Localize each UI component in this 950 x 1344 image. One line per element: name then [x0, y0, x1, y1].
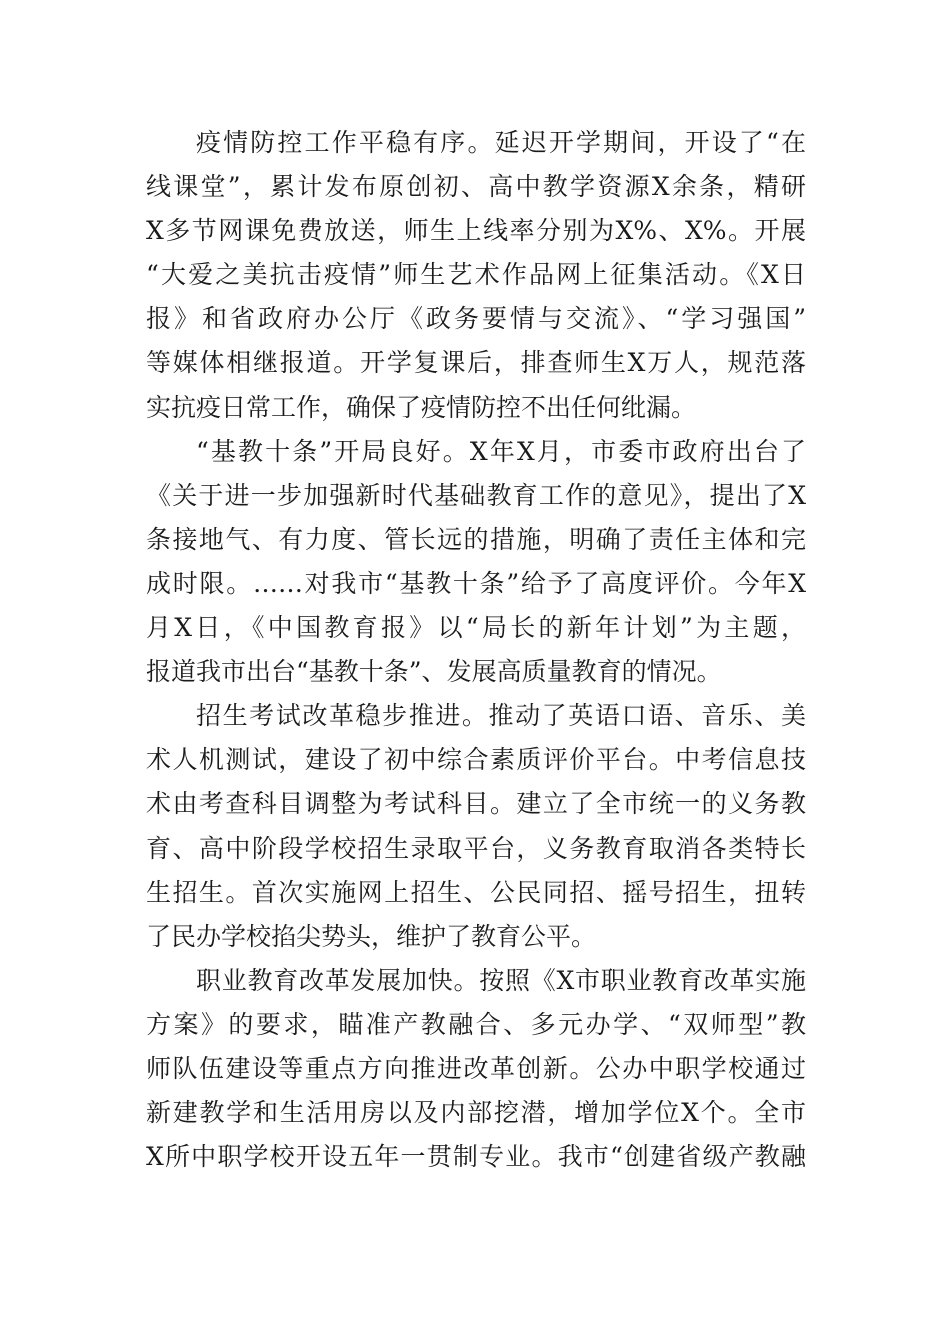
text-line: 线课堂”，累计发布原创初、高中教学资源X余条，精研 — [146, 172, 806, 202]
text-line: 方案》的要求，瞄准产教融合、多元办学、“双师型”教 — [146, 1009, 806, 1039]
text-line: 生招生。首次实施网上招生、公民同招、摇号招生，扭转 — [146, 877, 806, 907]
text-line: 招生考试改革稳步推进。推动了英语口语、音乐、美 — [196, 701, 806, 731]
body-text — [146, 121, 806, 1179]
paragraph-enrollment-reform — [146, 694, 806, 959]
text-line: 实抗疫日常工作，确保了疫情防控不出任何纰漏。 — [146, 392, 697, 422]
text-line: 新建教学和生活用房以及内部挖潜，增加学位X个。全市 — [146, 1098, 806, 1128]
text-line: “基教十条”开局良好。X年X月，市委市政府出台了 — [196, 436, 806, 466]
text-line: X多节网课免费放送，师生上线率分别为X%、X%。开展 — [146, 216, 806, 246]
text-line: 等媒体相继报道。开学复课后，排查师生X万人，规范落 — [146, 348, 806, 378]
text-line: 成时限。……对我市“基教十条”给予了高度评价。今年X — [146, 568, 806, 598]
paragraph-vocational-education — [146, 959, 806, 1179]
text-line: 月X日，《中国教育报》以“局长的新年计划”为主题， — [146, 613, 806, 643]
paragraph-basic-education-ten — [146, 430, 806, 695]
text-line: 术由考查科目调整为考试科目。建立了全市统一的义务教 — [146, 789, 806, 819]
text-line: 条接地气、有力度、管长远的措施，明确了责任主体和完 — [146, 524, 806, 554]
text-line: 疫情防控工作平稳有序。延迟开学期间，开设了“在 — [196, 128, 806, 157]
text-line: X所中职学校开设五年一贯制专业。我市“创建省级产教融 — [146, 1142, 806, 1172]
text-line: 职业教育改革发展加快。按照《X市职业教育改革实施 — [196, 965, 806, 995]
text-line: 师队伍建设等重点方向推进改革创新。公办中职学校通过 — [146, 1053, 806, 1083]
text-line: 了民办学校掐尖势头，维护了教育公平。 — [146, 921, 597, 951]
text-line: 术人机测试，建设了初中综合素质评价平台。中考信息技 — [146, 745, 806, 775]
text-line: 《关于进一步加强新时代基础教育工作的意见》，提出了X — [146, 480, 806, 510]
text-line: “大爱之美抗击疫情”师生艺术作品网上征集活动。《X日 — [146, 260, 806, 290]
paragraph-epidemic-control — [146, 121, 806, 430]
text-line: 育、高中阶段学校招生录取平台，义务教育取消各类特长 — [146, 833, 806, 863]
text-line: 报道我市出台“基教十条”、发展高质量教育的情况。 — [146, 657, 722, 687]
text-line: 报》和省政府办公厅《政务要情与交流》、“学习强国” — [146, 304, 806, 334]
